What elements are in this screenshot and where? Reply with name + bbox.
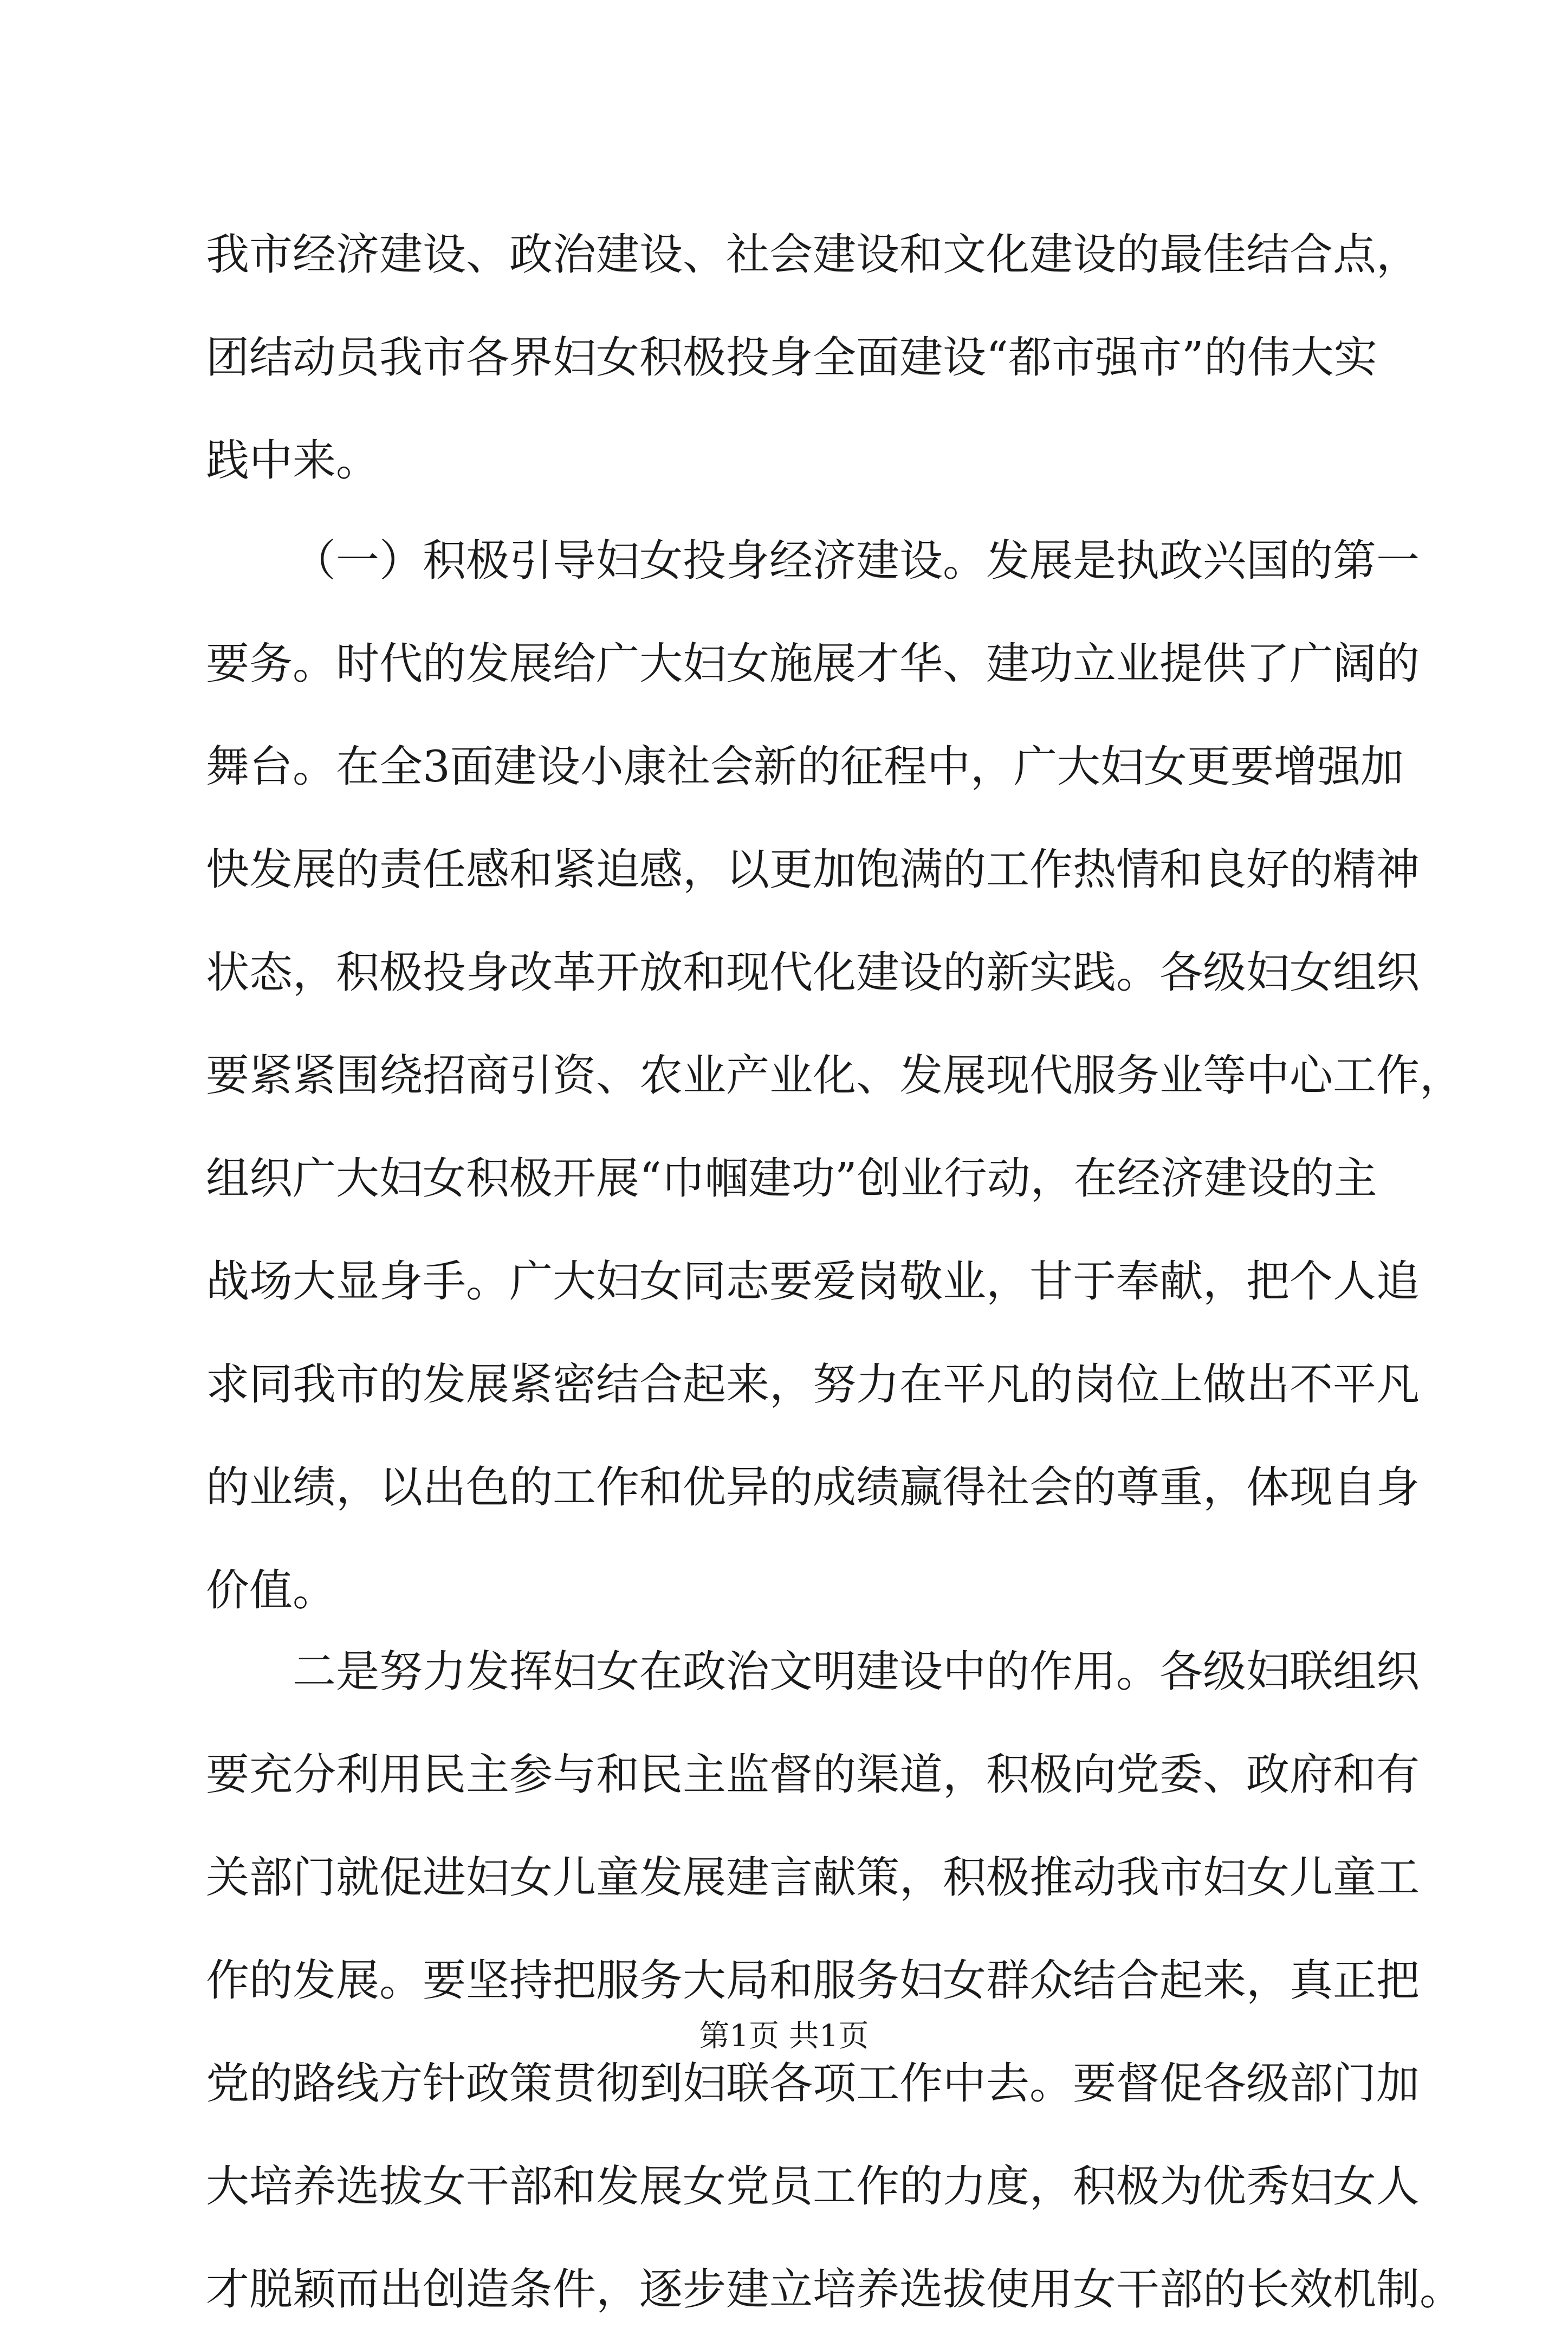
text-line: 战场大显身手。广大妇女同志要爱岗敬业，甘于奉献，把个人追: [206, 1256, 1420, 1307]
paragraph-1: [206, 203, 1420, 512]
text-line: 价值。: [206, 1565, 336, 1615]
text-line: 党的路线方针政策贯彻到妇联各项工作中去。要督促各级部门加: [206, 2058, 1420, 2109]
text-line: 求同我市的发展紧密结合起来，努力在平凡的岗位上做出不平凡: [206, 1359, 1420, 1409]
text-line: 作的发展。要坚持把服务大局和服务妇女群众结合起来，真正把: [206, 1955, 1420, 2006]
text-line: 快发展的责任感和紧迫感，以更加饱满的工作热情和良好的精神: [206, 844, 1420, 895]
text-line: 状态，积极投身改革开放和现代化建设的新实践。各级妇女组织: [206, 947, 1420, 998]
text-line: 我市经济建设、政治建设、社会建设和文化建设的最佳结合点，: [206, 229, 1420, 280]
text-line: （一）积极引导妇女投身经济建设。发展是执政兴国的第一: [293, 535, 1420, 586]
text-line: 舞台。在全3面建设小康社会新的征程中，广大妇女更要增强加: [206, 741, 1404, 792]
text-line: 二是努力发挥妇女在政治文明建设中的作用。各级妇联组织: [293, 1646, 1420, 1697]
text-line: 组织广大妇女积极开展“巾帼建功”创业行动，在经济建设的主: [206, 1153, 1377, 1204]
text-line: 团结动员我市各界妇女积极投身全面建设“都市强市”的伟大实: [206, 332, 1377, 383]
text-line: 践中来。: [206, 435, 379, 486]
text-line: 的业绩，以出色的工作和优异的成绩赢得社会的尊重，体现自身: [206, 1462, 1420, 1512]
text-line: 要充分利用民主参与和民主监督的渠道，积极向党委、政府和有: [206, 1749, 1420, 1800]
page-footer: 第1页 共1页: [699, 2019, 869, 2054]
text-line: 大培养选拔女干部和发展女党员工作的力度，积极为优秀妇女人: [206, 2161, 1420, 2211]
text-line: 要务。时代的发展给广大妇女施展才华、建功立业提供了广阔的: [206, 638, 1420, 689]
paragraph-3: [206, 1620, 1463, 2341]
text-line: 关部门就促进妇女儿童发展建言献策，积极推动我市妇女儿童工: [206, 1852, 1420, 1903]
text-line: 才脱颖而出创造条件，逐步建立培养选拔使用女干部的长效机制。: [206, 2264, 1463, 2314]
text-line: 要紧紧围绕招商引资、农业产业化、发展现代服务业等中心工作，: [206, 1050, 1463, 1101]
paragraph-2: [206, 509, 1463, 1642]
